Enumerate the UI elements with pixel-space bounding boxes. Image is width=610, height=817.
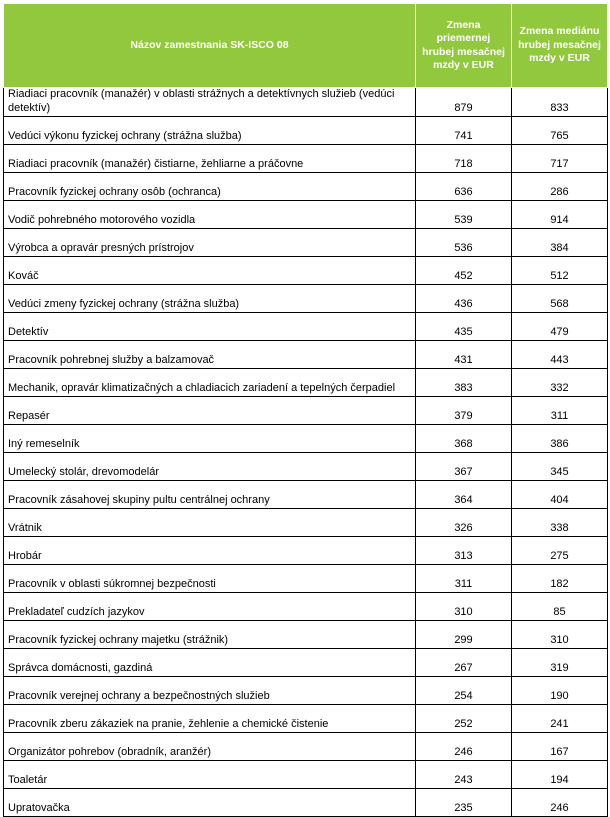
avg-wage-change-cell: 436	[416, 285, 512, 313]
avg-wage-change-cell: 254	[416, 677, 512, 705]
avg-wage-change-cell: 383	[416, 369, 512, 397]
occupation-name-cell: Organizátor pohrebov (obradník, aranžér)	[4, 733, 416, 761]
median-wage-change-cell: 246	[512, 789, 608, 817]
occupation-name-cell: Upratovačka	[4, 789, 416, 817]
avg-wage-change-cell: 367	[416, 453, 512, 481]
table-header-row	[4, 4, 608, 88]
avg-wage-change-cell: 313	[416, 537, 512, 565]
avg-wage-change-cell: 431	[416, 341, 512, 369]
occupation-name-cell: Vodič pohrebného motorového vozidla	[4, 201, 416, 229]
header-avg-wage-change: Zmena priemernej hrubej mesačnej mzdy v EUR	[416, 4, 512, 88]
table-row	[4, 537, 608, 565]
avg-wage-change-cell: 364	[416, 481, 512, 509]
header-occupation-name: Názov zamestnania SK-ISCO 08	[4, 4, 416, 88]
table-row	[4, 88, 608, 117]
median-wage-change-cell: 914	[512, 201, 608, 229]
avg-wage-change-cell: 379	[416, 397, 512, 425]
median-wage-change-cell: 443	[512, 341, 608, 369]
median-wage-change-cell: 833	[512, 88, 608, 117]
median-wage-change-cell: 311	[512, 397, 608, 425]
table-row	[4, 145, 608, 173]
table-row	[4, 733, 608, 761]
occupation-name-cell: Pracovník pohrebnej služby a balzamovač	[4, 341, 416, 369]
occupation-name-cell: Pracovník fyzickej ochrany osôb (ochranca)	[4, 173, 416, 201]
table-row	[4, 761, 608, 789]
avg-wage-change-cell: 536	[416, 229, 512, 257]
occupation-name-cell: Vedúci výkonu fyzickej ochrany (strážna služba)	[4, 117, 416, 145]
table-row	[4, 285, 608, 313]
occupation-name-cell: Pracovník zberu zákaziek na pranie, žehlenie a chemické čistenie	[4, 705, 416, 733]
median-wage-change-cell: 386	[512, 425, 608, 453]
occupation-name-cell: Iný remeselník	[4, 425, 416, 453]
median-wage-change-cell: 241	[512, 705, 608, 733]
median-wage-change-cell: 568	[512, 285, 608, 313]
median-wage-change-cell: 479	[512, 313, 608, 341]
table-row	[4, 369, 608, 397]
median-wage-change-cell: 717	[512, 145, 608, 173]
avg-wage-change-cell: 741	[416, 117, 512, 145]
table-row	[4, 677, 608, 705]
avg-wage-change-cell: 435	[416, 313, 512, 341]
median-wage-change-cell: 765	[512, 117, 608, 145]
occupation-name-cell: Riadiaci pracovník (manažér) v oblasti strážnych a detektívnych služieb (vedúci detektív)	[4, 88, 416, 117]
median-wage-change-cell: 319	[512, 649, 608, 677]
median-wage-change-cell: 286	[512, 173, 608, 201]
table-body	[4, 88, 608, 817]
median-wage-change-cell: 194	[512, 761, 608, 789]
avg-wage-change-cell: 299	[416, 621, 512, 649]
avg-wage-change-cell: 879	[416, 88, 512, 117]
occupation-name-cell: Pracovník verejnej ochrany a bezpečnostných služieb	[4, 677, 416, 705]
wage-change-table	[3, 3, 608, 817]
occupation-name-cell: Prekladateľ cudzích jazykov	[4, 593, 416, 621]
occupation-name-cell: Vrátnik	[4, 509, 416, 537]
occupation-name-cell: Toaletár	[4, 761, 416, 789]
median-wage-change-cell: 85	[512, 593, 608, 621]
avg-wage-change-cell: 246	[416, 733, 512, 761]
table-row	[4, 705, 608, 733]
occupation-name-cell: Hrobár	[4, 537, 416, 565]
table-row	[4, 649, 608, 677]
median-wage-change-cell: 332	[512, 369, 608, 397]
table-row	[4, 481, 608, 509]
avg-wage-change-cell: 452	[416, 257, 512, 285]
avg-wage-change-cell: 311	[416, 565, 512, 593]
table-row	[4, 565, 608, 593]
table-row	[4, 341, 608, 369]
median-wage-change-cell: 310	[512, 621, 608, 649]
table-row	[4, 509, 608, 537]
table-row	[4, 621, 608, 649]
median-wage-change-cell: 338	[512, 509, 608, 537]
occupation-name-cell: Kováč	[4, 257, 416, 285]
median-wage-change-cell: 190	[512, 677, 608, 705]
occupation-name-cell: Repasér	[4, 397, 416, 425]
table-row	[4, 117, 608, 145]
table-row	[4, 453, 608, 481]
table-row	[4, 257, 608, 285]
avg-wage-change-cell: 326	[416, 509, 512, 537]
median-wage-change-cell: 345	[512, 453, 608, 481]
occupation-name-cell: Správca domácnosti, gazdiná	[4, 649, 416, 677]
table-row	[4, 789, 608, 817]
median-wage-change-cell: 384	[512, 229, 608, 257]
table-row	[4, 201, 608, 229]
header-median-wage-change: Zmena mediánu hrubej mesačnej mzdy v EUR	[512, 4, 608, 88]
occupation-name-cell: Mechanik, opravár klimatizačných a chladiacich zariadení a tepelných čerpadiel	[4, 369, 416, 397]
table-row	[4, 173, 608, 201]
avg-wage-change-cell: 368	[416, 425, 512, 453]
occupation-name-cell: Detektív	[4, 313, 416, 341]
avg-wage-change-cell: 267	[416, 649, 512, 677]
avg-wage-change-cell: 539	[416, 201, 512, 229]
avg-wage-change-cell: 243	[416, 761, 512, 789]
occupation-name-cell: Riadiaci pracovník (manažér) čistiarne, žehliarne a práčovne	[4, 145, 416, 173]
median-wage-change-cell: 275	[512, 537, 608, 565]
table-row	[4, 313, 608, 341]
median-wage-change-cell: 182	[512, 565, 608, 593]
occupation-name-cell: Výrobca a opravár presných prístrojov	[4, 229, 416, 257]
median-wage-change-cell: 404	[512, 481, 608, 509]
median-wage-change-cell: 167	[512, 733, 608, 761]
table-row	[4, 229, 608, 257]
avg-wage-change-cell: 718	[416, 145, 512, 173]
avg-wage-change-cell: 235	[416, 789, 512, 817]
table-row	[4, 397, 608, 425]
occupation-name-cell: Vedúci zmeny fyzickej ochrany (strážna služba)	[4, 285, 416, 313]
occupation-name-cell: Pracovník v oblasti súkromnej bezpečnosti	[4, 565, 416, 593]
avg-wage-change-cell: 636	[416, 173, 512, 201]
table-row	[4, 425, 608, 453]
avg-wage-change-cell: 252	[416, 705, 512, 733]
table-row	[4, 593, 608, 621]
avg-wage-change-cell: 310	[416, 593, 512, 621]
occupation-name-cell: Umelecký stolár, drevomodelár	[4, 453, 416, 481]
median-wage-change-cell: 512	[512, 257, 608, 285]
occupation-name-cell: Pracovník zásahovej skupiny pultu centrálnej ochrany	[4, 481, 416, 509]
occupation-name-cell: Pracovník fyzickej ochrany majetku (strážnik)	[4, 621, 416, 649]
